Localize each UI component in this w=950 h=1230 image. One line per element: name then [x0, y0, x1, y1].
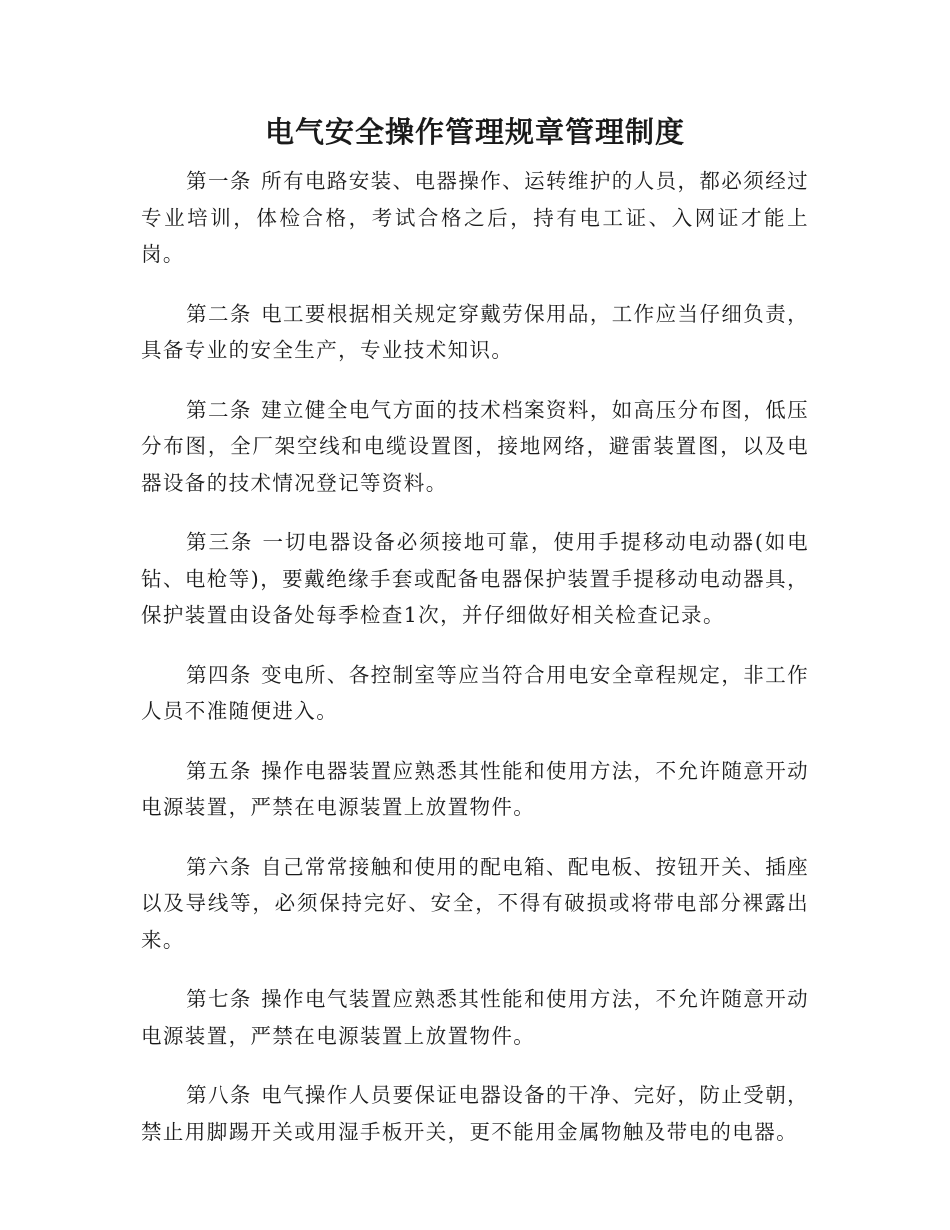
- document-title: 电气安全操作管理规章管理制度: [264, 115, 685, 149]
- article-text: 一切电器设备必须接地可靠，使用手提移动电动器(如电钻、电枪等)，要戴绝缘手套或配备电器保护装置手提移动电动器具，保护装置由设备处每季检查1次，并仔细做好相关检查记录。: [141, 530, 810, 627]
- article-7: [141, 849, 809, 959]
- article-1: [141, 163, 809, 273]
- article-text: 操作电器装置应熟悉其性能和使用方法，不允许随意开动电源装置，严禁在电源装置上放置物件。: [141, 758, 810, 819]
- article-label: 第三条: [186, 530, 254, 554]
- article-text: 电气操作人员要保证电器设备的干净、完好，防止受朝，禁止用脚踢开关或用湿手板开关，更不能用金属物触及带电的电器。: [141, 1083, 810, 1144]
- article-text: 建立健全电气方面的技术档案资料，如高压分布图，低压分布图，全厂架空线和电缆设置图，接地网络，避雷装置图，以及电器设备的技术情况登记等资料。: [141, 397, 810, 495]
- article-2: [141, 296, 809, 369]
- article-text: 自己常常接触和使用的配电箱、配电板、按钮开关、插座以及导线等，必须保持完好、安全，不得有破损或将带电部分裸露出来。: [141, 854, 810, 952]
- article-4: [141, 524, 809, 634]
- article-label: 第二条: [186, 301, 252, 326]
- article-8: [141, 981, 809, 1054]
- article-9: [141, 1077, 809, 1150]
- article-label: 第六条: [186, 854, 252, 879]
- document-body: [141, 163, 809, 1173]
- article-label: 第四条: [186, 662, 252, 687]
- article-text: 电工要根据相关规定穿戴劳保用品，工作应当仔细负责，具备专业的安全生产，专业技术知识。: [141, 301, 810, 362]
- article-label: 第八条: [186, 1083, 252, 1107]
- article-5: [141, 657, 809, 730]
- article-label: 第二条: [186, 397, 252, 422]
- article-label: 第一条: [186, 169, 252, 193]
- article-text: 操作电气装置应熟悉其性能和使用方法，不允许随意开动电源装置，严禁在电源装置上放置物件。: [141, 987, 810, 1048]
- article-text: 所有电路安装、电器操作、运转维护的人员，都必须经过专业培训，体检合格，考试合格之后，持有电工证、入网证才能上岗。: [141, 169, 810, 266]
- article-6: [141, 753, 809, 826]
- article-text: 变电所、各控制室等应当符合用电安全章程规定，非工作人员不准随便进入。: [141, 662, 810, 723]
- article-3: [141, 392, 809, 502]
- article-label: 第七条: [186, 987, 252, 1011]
- article-label: 第五条: [186, 758, 252, 783]
